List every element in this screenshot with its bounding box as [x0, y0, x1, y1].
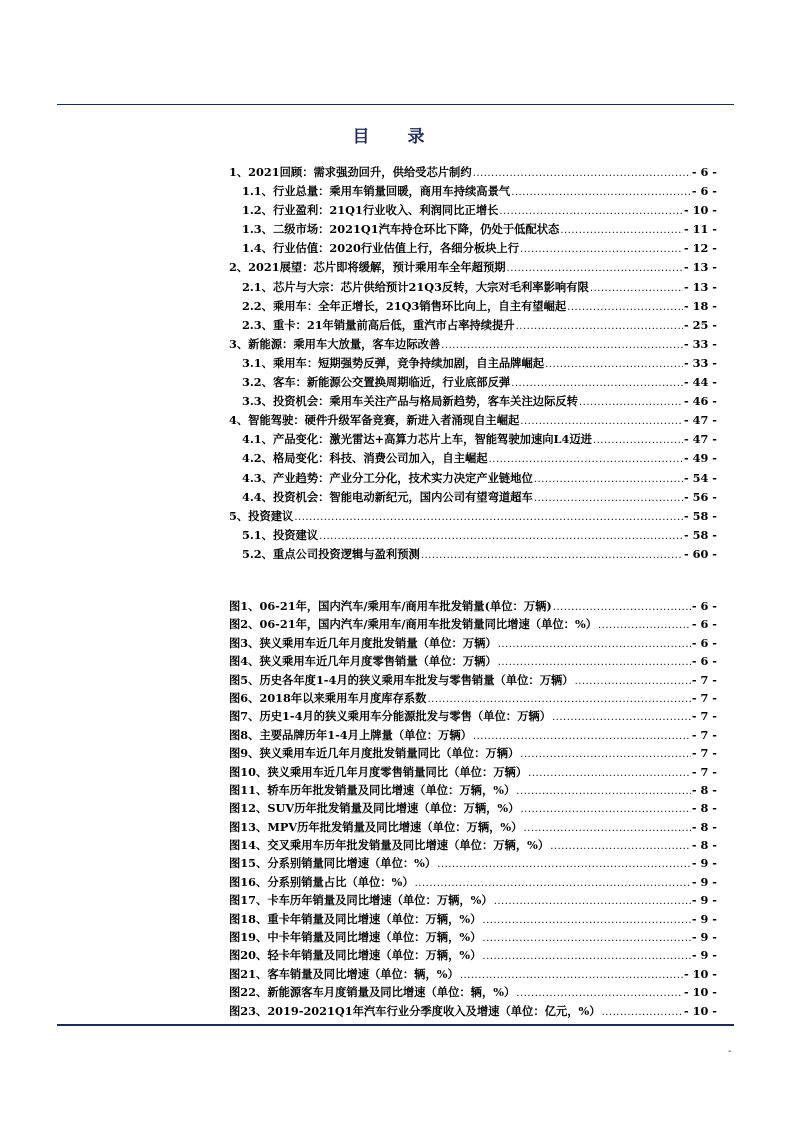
figure-entry[interactable]	[229, 635, 717, 653]
figure-entry[interactable]	[229, 745, 717, 763]
figure-entry-label: 图14、交叉乘用车历年批发销量及同比增速（单位：万辆，%）	[229, 838, 550, 853]
toc-entry-page-number: - 25 -	[684, 317, 717, 332]
figure-entry[interactable]	[229, 929, 717, 947]
dot-leader	[528, 768, 691, 779]
toc-entry-page-number: - 56 -	[684, 489, 717, 504]
figure-list	[229, 598, 717, 1021]
toc-entry[interactable]	[229, 202, 717, 221]
toc-entry-label: 2.3、重卡：21年销量前高后低，重汽市占率持续提升	[242, 317, 515, 332]
dot-leader	[520, 244, 683, 255]
figure-entry-label: 图18、重卡年销量及同比增速（单位：万辆，%）	[229, 911, 482, 926]
dot-leader	[294, 512, 683, 523]
dot-leader	[421, 550, 683, 561]
toc-entry-page-number: - 47 -	[684, 413, 717, 428]
figure-entry-label: 图13、MPV历年批发销量及同比增速（单位：万辆，%）	[229, 819, 523, 834]
toc-entry[interactable]	[229, 431, 717, 450]
toc-entry-page-number: - 12 -	[684, 241, 717, 256]
toc-entry[interactable]	[229, 164, 717, 183]
page-title: 目 录	[352, 127, 441, 147]
toc-entry[interactable]	[229, 393, 717, 412]
figure-entry-label: 图6、2018年以来乘用车月度库存系数	[229, 690, 427, 705]
toc-entry-label: 1.1、行业总量：乘用车销量回暖，商用车持续高景气	[242, 184, 511, 199]
figure-entry-page-number: - 8 -	[691, 819, 717, 834]
dot-leader	[473, 168, 691, 179]
dot-leader	[482, 933, 690, 944]
figure-entry-page-number: - 10 -	[684, 966, 717, 981]
dot-leader	[498, 657, 691, 668]
dot-leader	[319, 531, 683, 542]
dot-leader	[560, 225, 683, 236]
figure-entry-page-number: - 8 -	[691, 782, 717, 797]
toc-entry-label: 3.2、客车：新能源公交置换周期临近，行业底部反弹	[242, 375, 511, 390]
figure-entry-label: 图15、分系别销量同比增速（单位：%）	[229, 856, 437, 871]
dot-leader	[579, 397, 683, 408]
toc-entry-page-number: - 44 -	[684, 375, 717, 390]
toc-entry-label: 5.2、重点公司投资逻辑与盈利预测	[242, 546, 420, 561]
toc-entry-page-number: - 11 -	[684, 222, 717, 237]
figure-entry-label: 图2、06-21年，国内汽车/乘用车/商用车批发销量同比增速（单位：%）	[229, 617, 597, 632]
toc-entry-label: 5、投资建议	[229, 508, 294, 523]
figure-entry-page-number: - 6 -	[691, 617, 717, 632]
toc-entry-label: 1.3、二级市场：2021Q1汽车持仓环比下降，仍处于低配状态	[242, 222, 560, 237]
toc-entry[interactable]	[229, 279, 717, 298]
toc-entry-label: 2、2021展望：芯片即将缓解，预计乘用车全年超预期	[229, 260, 506, 275]
toc-entry[interactable]	[229, 489, 717, 508]
figure-entry-label: 图5、历史各年度1-4月的狭义乘用车批发与零售销量（单位：万辆）	[229, 672, 574, 687]
dot-leader	[498, 639, 691, 650]
figure-entry-page-number: - 9 -	[691, 930, 717, 945]
toc-entry-label: 3.1、乘用车：短期强势反弹，竞争持续加剧，自主品牌崛起	[242, 355, 545, 370]
dot-leader	[575, 676, 691, 687]
dot-leader	[534, 474, 683, 485]
dot-leader	[553, 602, 691, 613]
figure-entry[interactable]	[229, 819, 717, 837]
dot-leader	[516, 786, 691, 797]
toc-entry-page-number: - 54 -	[684, 470, 717, 485]
figure-entry[interactable]	[229, 1003, 717, 1021]
figure-entry-label: 图16、分系别销量占比（单位：%）	[229, 874, 414, 889]
figure-entry-label: 图9、狭义乘用车近几年月度批发销量同比（单位：万辆）	[229, 746, 520, 761]
toc-entry-label: 1.4、行业估值：2020行业估值上行，各细分板块上行	[242, 241, 520, 256]
figure-entry-label: 图17、卡车历年销量及同比增速（单位：万辆，%）	[229, 893, 493, 908]
figure-entry-label: 图8、主要品牌历年1-4月上牌量（单位：万辆）	[229, 727, 472, 742]
toc-entry[interactable]	[229, 317, 717, 336]
figure-entry[interactable]	[229, 598, 717, 616]
toc-entry-label: 4.2、格局变化：科技、消费公司加入，自主崛起	[242, 451, 488, 466]
figure-entry[interactable]	[229, 800, 717, 818]
dot-leader	[552, 712, 691, 723]
toc-entry[interactable]	[229, 221, 717, 240]
dot-leader	[598, 620, 691, 631]
figure-entry[interactable]	[229, 966, 717, 984]
toc-entry[interactable]	[229, 355, 717, 374]
figure-entry-page-number: - 7 -	[691, 690, 717, 705]
toc-entry-label: 2.2、乘用车：全年正增长，21Q3销售环比向上，自主有望崛起	[242, 298, 567, 313]
figure-entry[interactable]	[229, 616, 717, 634]
dot-leader	[499, 206, 683, 217]
figure-entry-label: 图11、轿车历年批发销量及同比增速（单位：万辆，%）	[229, 782, 516, 797]
toc-entry-page-number: - 58 -	[684, 508, 717, 523]
dot-leader	[511, 378, 683, 389]
toc-entry-label: 1.2、行业盈利：21Q1行业收入、利润同比正增长	[242, 203, 499, 218]
figure-entry-page-number: - 10 -	[684, 985, 717, 1000]
toc-entry-label: 3.3、投资机会：乘用车关注产品与格局新趋势，客车关注边际反转	[242, 394, 578, 409]
dot-leader	[602, 1007, 683, 1018]
dot-leader	[507, 263, 683, 274]
dot-leader	[545, 359, 683, 370]
figure-entry[interactable]	[229, 947, 717, 965]
dot-leader	[482, 951, 690, 962]
dot-leader	[516, 988, 683, 999]
figure-entry[interactable]	[229, 782, 717, 800]
toc-entry[interactable]	[229, 508, 717, 527]
figure-entry[interactable]	[229, 690, 717, 708]
figure-entry[interactable]	[229, 874, 717, 892]
toc-entry-label: 4、智能驾驶：硬件升级军备竞赛，新进入者涌现自主崛起	[229, 413, 520, 428]
dot-leader	[550, 841, 691, 852]
figure-entry[interactable]	[229, 672, 717, 690]
figure-entry[interactable]	[229, 708, 717, 726]
figure-entry-page-number: - 8 -	[691, 801, 717, 816]
toc-entry[interactable]	[229, 374, 717, 393]
toc-entry[interactable]	[229, 183, 717, 202]
toc-entry-label: 5.1、投资建议	[242, 527, 319, 542]
dot-leader	[441, 340, 683, 351]
dot-leader	[534, 493, 683, 504]
dot-leader	[516, 321, 683, 332]
figure-entry[interactable]	[229, 837, 717, 855]
figure-entry-label: 图19、中卡年销量及同比增速（单位：万辆，%）	[229, 930, 482, 945]
figure-entry-label: 图10、狭义乘用车近几年月度零售销量同比（单位：万辆）	[229, 764, 528, 779]
figure-entry-label: 图4、狭义乘用车近几年月度零售销量（单位：万辆）	[229, 654, 497, 669]
figure-entry[interactable]	[229, 984, 717, 1002]
toc-entry-page-number: - 58 -	[684, 527, 717, 542]
footer-mark: -	[728, 1046, 732, 1057]
toc-entry[interactable]	[229, 412, 717, 431]
dot-leader	[482, 915, 690, 926]
toc-entry-page-number: - 10 -	[684, 203, 717, 218]
figure-entry[interactable]	[229, 911, 717, 929]
dot-leader	[427, 694, 690, 705]
dot-leader	[437, 859, 691, 870]
toc-entry-page-number: - 33 -	[684, 336, 717, 351]
toc-entry-page-number: - 60 -	[684, 546, 717, 561]
toc-entry-page-number: - 49 -	[684, 451, 717, 466]
toc-entry[interactable]	[229, 336, 717, 355]
figure-entry[interactable]	[229, 653, 717, 671]
figure-entry-page-number: - 9 -	[691, 893, 717, 908]
dot-leader	[460, 970, 683, 981]
dot-leader	[494, 896, 691, 907]
table-of-contents	[229, 164, 717, 565]
dot-leader	[415, 878, 691, 889]
toc-entry[interactable]	[229, 527, 717, 546]
toc-entry-page-number: - 47 -	[684, 432, 717, 447]
figure-entry-page-number: - 9 -	[691, 948, 717, 963]
toc-entry[interactable]	[229, 546, 717, 565]
figure-entry-page-number: - 9 -	[691, 856, 717, 871]
toc-entry-label: 3、新能源：乘用车大放量，客车边际改善	[229, 336, 441, 351]
figure-entry-page-number: - 6 -	[691, 599, 717, 613]
figure-entry-label: 图20、轻卡年销量及同比增速（单位：万辆，%）	[229, 948, 482, 963]
figure-entry-page-number: - 10 -	[684, 1003, 717, 1018]
header-rule	[57, 104, 734, 105]
figure-entry-page-number: - 7 -	[691, 672, 717, 687]
figure-entry-page-number: - 9 -	[691, 911, 717, 926]
dot-leader	[523, 823, 690, 834]
figure-entry[interactable]	[229, 892, 717, 910]
figure-entry-label: 图23、2019-2021Q1年汽车行业分季度收入及增速（单位：亿元，%）	[229, 1003, 601, 1018]
figure-entry[interactable]	[229, 727, 717, 745]
figure-entry-label: 图1、06-21年，国内汽车/乘用车/商用车批发销量(单位：万辆)	[229, 599, 552, 613]
dot-leader	[590, 283, 683, 294]
dot-leader	[520, 749, 691, 760]
figure-entry-page-number: - 8 -	[691, 838, 717, 853]
toc-entry-page-number: - 13 -	[684, 279, 717, 294]
dot-leader	[520, 416, 683, 427]
toc-entry-label: 4.3、产业趋势：产业分工分化，技术实力决定产业链地位	[242, 470, 533, 485]
toc-entry[interactable]	[229, 470, 717, 489]
figure-entry-label: 图21、客车销量及同比增速（单位：辆，%）	[229, 966, 459, 981]
toc-entry-page-number: - 13 -	[684, 260, 717, 275]
figure-entry[interactable]	[229, 855, 717, 873]
figure-entry[interactable]	[229, 764, 717, 782]
dot-leader	[520, 804, 690, 815]
figure-entry-page-number: - 6 -	[691, 635, 717, 650]
figure-entry-label: 图12、SUV历年批发销量及同比增速（单位：万辆，%）	[229, 801, 520, 816]
toc-entry-label: 4.1、产品变化：激光雷达+高算力芯片上车，智能驾驶加速向L4迈进	[242, 432, 592, 447]
figure-entry-page-number: - 9 -	[691, 874, 717, 889]
figure-entry-label: 图7、历史1-4月的狭义乘用车分能源批发与零售（单位：万辆）	[229, 709, 551, 724]
toc-entry-page-number: - 6 -	[691, 184, 717, 199]
toc-entry-page-number: - 46 -	[684, 394, 717, 409]
figure-entry-page-number: - 7 -	[691, 764, 717, 779]
toc-entry[interactable]	[229, 298, 717, 317]
figure-entry-page-number: - 7 -	[691, 709, 717, 724]
dot-leader	[489, 454, 683, 465]
figure-entry-label: 图22、新能源客车月度销量及同比增速（单位：辆，%）	[229, 985, 516, 1000]
figure-entry-page-number: - 7 -	[691, 727, 717, 742]
dot-leader	[593, 435, 683, 446]
toc-entry-label: 1、2021回顾：需求强劲回升，供给受芯片制约	[229, 165, 472, 179]
figure-entry-page-number: - 7 -	[691, 746, 717, 761]
figure-entry-page-number: - 6 -	[691, 654, 717, 669]
dot-leader	[511, 187, 691, 198]
toc-entry-page-number: - 6 -	[691, 165, 717, 179]
toc-entry[interactable]	[229, 259, 717, 278]
toc-entry-label: 4.4、投资机会：智能电动新纪元，国内公司有望弯道超车	[242, 489, 533, 504]
figure-entry-label: 图3、狭义乘用车近几年月度批发销量（单位：万辆）	[229, 635, 497, 650]
toc-entry-label: 2.1、芯片与大宗：芯片供给预计21Q3反转，大宗对毛利率影响有限	[242, 279, 589, 294]
toc-entry-page-number: - 18 -	[684, 298, 717, 313]
toc-entry-page-number: - 33 -	[684, 355, 717, 370]
dot-leader	[567, 302, 683, 313]
dot-leader	[473, 731, 691, 742]
footer-rule	[57, 1024, 734, 1026]
toc-entry[interactable]	[229, 240, 717, 259]
toc-entry[interactable]	[229, 450, 717, 469]
